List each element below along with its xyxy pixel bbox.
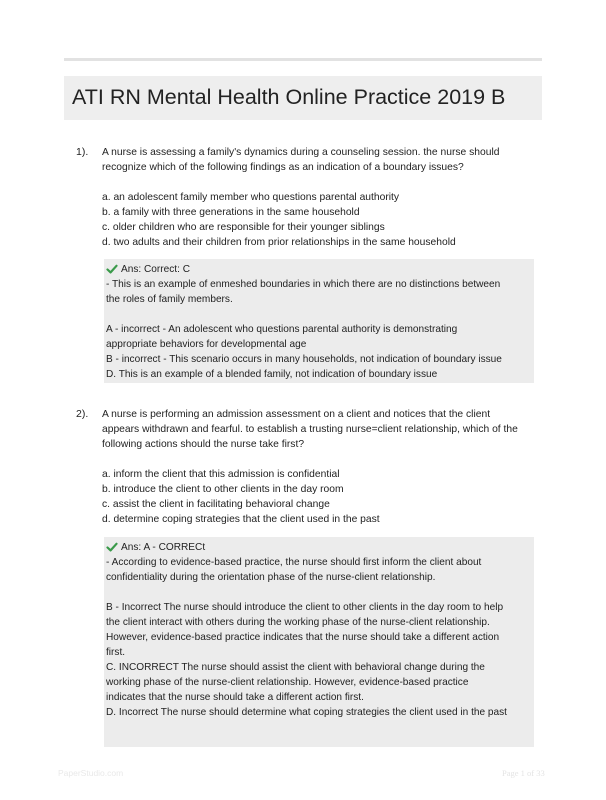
- checkmark-icon: [106, 263, 118, 275]
- checkmark-icon: [106, 541, 118, 553]
- stem-line: recognize which of the following findings as an indication of a boundary issues?: [102, 162, 464, 173]
- answer-line: the client interact with others during the working phase of the nurse-client relationship.: [106, 617, 490, 628]
- stem-line: appears withdrawn and fearful. to establish a trusting nurse=client relationship, which of the: [102, 424, 518, 435]
- question-number: 2).: [76, 408, 89, 420]
- option-b: b. a family with three generations in the same household: [102, 207, 360, 218]
- answer-line: B - incorrect - This scenario occurs in many households, not indication of boundary issue: [106, 354, 502, 365]
- stem-line: A nurse is performing an admission assessment on a client and notices that the client: [102, 409, 491, 420]
- option-a: a. an adolescent family member who questions parental authority: [102, 192, 400, 203]
- page-number: Page 1 of 33: [502, 768, 545, 778]
- question-number: 1).: [76, 146, 89, 158]
- answer-line: - This is an example of enmeshed boundaries in which there are no distinctions between: [106, 279, 501, 290]
- option-d: d. two adults and their children from prior relationships in the same household: [102, 237, 456, 248]
- answer-heading: Ans: Correct: C: [121, 264, 190, 275]
- option-c: c. assist the client in facilitating behavioral change: [102, 499, 330, 510]
- answer-line: the roles of family members.: [106, 294, 233, 305]
- answer-line: D. Incorrect The nurse should determine what coping strategies the client used in the past: [106, 707, 507, 718]
- answer-line: appropriate behaviors for developmental age: [106, 339, 307, 350]
- answer-heading: Ans: A - CORRECt: [121, 542, 206, 553]
- stem-line: following actions should the nurse take first?: [102, 439, 305, 450]
- answer-line: - According to evidence-based practice, the nurse should first inform the client about: [106, 557, 482, 568]
- answer-line: However, evidence-based practice indicates that the nurse should take a different action: [106, 632, 500, 643]
- footer-watermark: PaperStudio.com: [58, 768, 124, 778]
- answer-line: first.: [106, 647, 126, 658]
- title-banner: [64, 76, 542, 120]
- page-title: ATI RN Mental Health Online Practice 2019 B: [72, 85, 506, 109]
- stem-line: A nurse is assessing a family's dynamics during a counseling session. the nurse should: [102, 147, 500, 158]
- top-divider: [64, 58, 542, 61]
- question-stem: [102, 407, 542, 452]
- answer-line: C. INCORRECT The nurse should assist the client with behavioral change during the: [106, 662, 485, 673]
- option-d: d. determine coping strategies that the client used in the past: [102, 514, 380, 525]
- answer-box: [104, 259, 534, 383]
- answer-line: working phase of the nurse-client relationship. However, evidence-based practice: [106, 677, 469, 688]
- option-b: b. introduce the client to other clients in the day room: [102, 484, 344, 495]
- answer-line: A - incorrect - An adolescent who questions parental authority is demonstrating: [106, 324, 458, 335]
- answer-line: D. This is an example of a blended family, not indication of boundary issue: [106, 369, 438, 380]
- answer-line: B - Incorrect The nurse should introduce the client to other clients in the day room to help: [106, 602, 504, 613]
- answer-line: confidentiality during the orientation phase of the nurse-client relationship.: [106, 572, 436, 583]
- option-c: c. older children who are responsible for their younger siblings: [102, 222, 385, 233]
- question-stem: [102, 145, 542, 175]
- answer-box: [104, 537, 534, 747]
- option-a: a. inform the client that this admission is confidential: [102, 469, 340, 480]
- answer-line: indicates that the nurse should take a different action first.: [106, 692, 364, 703]
